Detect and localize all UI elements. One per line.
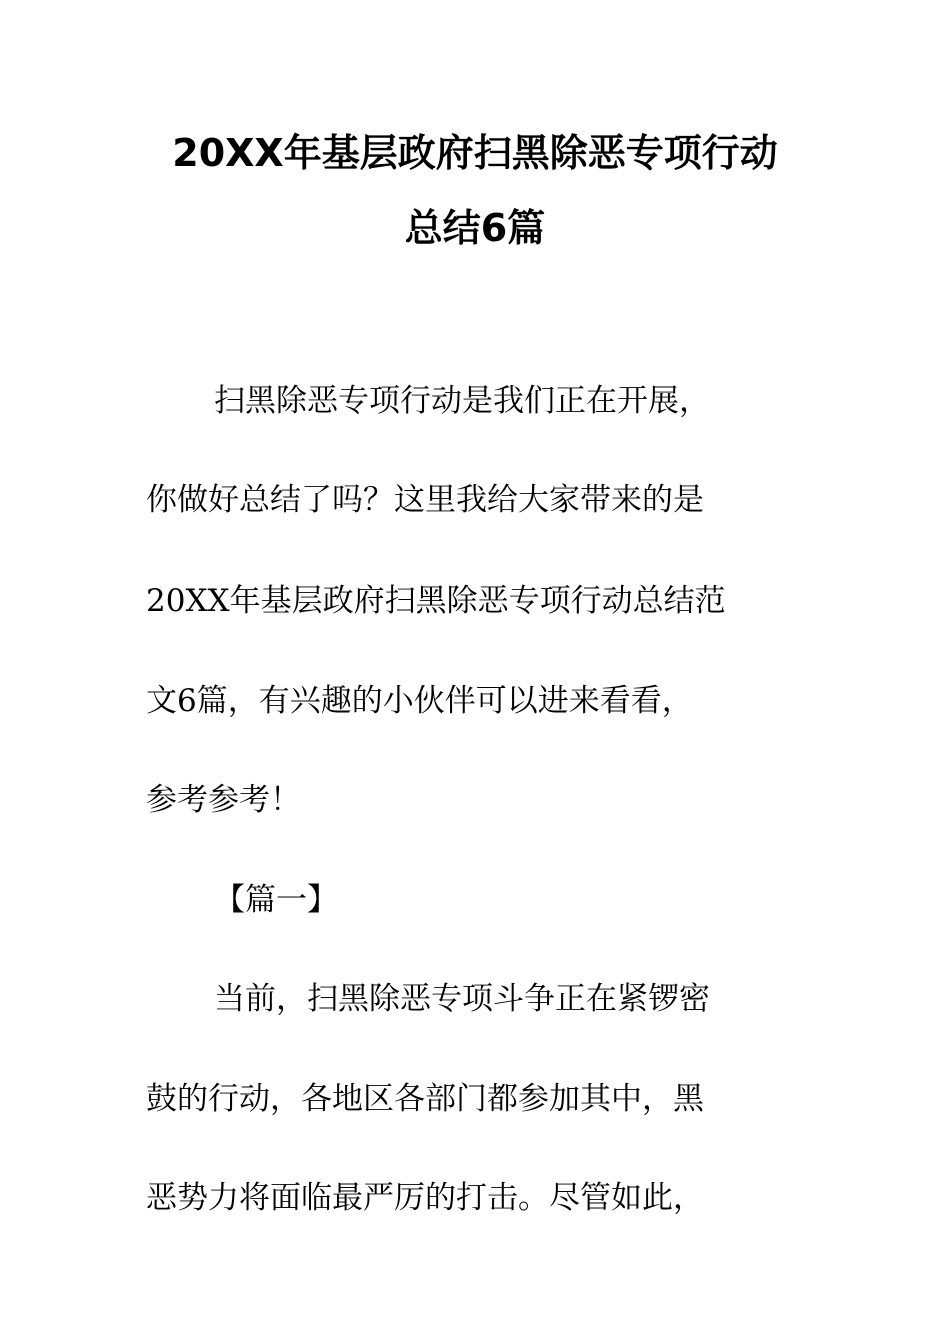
document-title-line-1: 20XX年基层政府扫黑除恶专项行动 [172,131,778,175]
body-paragraph-line-2: 鼓的行动，各地区各部门都参加其中，黑 [146,1081,704,1117]
body-paragraph-line-1: 当前，扫黑除恶专项斗争正在紧锣密 [214,981,710,1017]
intro-paragraph-line-4: 文6篇，有兴趣的小伙伴可以进来看看， [146,683,693,719]
intro-paragraph-line-3: 20XX年基层政府扫黑除恶专项行动总结范 [146,583,726,619]
intro-paragraph-line-5: 参考参考！ [146,782,301,818]
intro-paragraph-line-1: 扫黑除恶专项行动是我们正在开展， [214,383,710,419]
body-paragraph-line-3: 恶势力将面临最严厉的打击。尽管如此， [146,1180,704,1216]
intro-paragraph-line-2: 你做好总结了吗？这里我给大家带来的是 [146,482,704,518]
document-title-line-2: 总结6篇 [404,206,546,250]
section-heading: 【篇一】 [214,882,338,918]
